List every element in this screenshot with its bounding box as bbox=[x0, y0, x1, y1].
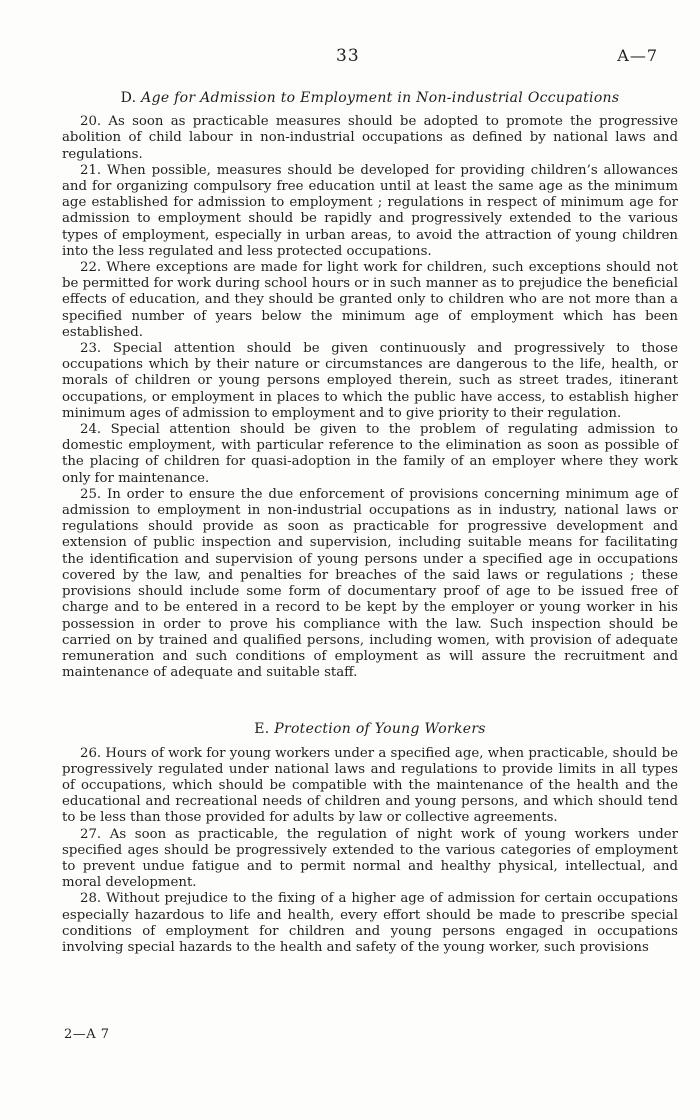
section-e-title: Protection of Young Workers bbox=[274, 721, 486, 738]
paragraph-26: 26. Hours of work for young workers under a specified age, when practicable, should be progressively regulated under national laws and regulations to provide limits in all types of occupations, which should be compatible with the maintenance of the health and the educational and recreational needs of children and young persons, and which should tend to be less than those provided for adults by law or collective agreements. bbox=[62, 745, 678, 826]
paragraph-21: 21. When possible, measures should be developed for providing children’s allowances and for organizing compulsory free education until at least the same age as the minimum age established for admission to employment ; regulations in respect of minimum age for admission to employment should be rapidly and progressively extended to the various types of employment, especially in urban areas, to avoid the attraction of young children into the less regulated and less protected occupations. bbox=[62, 162, 678, 259]
paragraph-28: 28. Without prejudice to the fixing of a higher age of admission for certain occupations especially hazardous to life and health, every effort should be made to prescribe special conditions of employment for children and young persons engaged in occupations involving special hazards to the health and safety of the young worker, such provisions bbox=[62, 891, 678, 955]
section-d-heading bbox=[62, 90, 678, 106]
page-header bbox=[0, 46, 700, 68]
section-d-title: Age for Admission to Employment in Non-industrial Occupations bbox=[141, 90, 620, 106]
paragraph-27: 27. As soon as practicable, the regulation of night work of young workers under specified ages should be progressively extended to the various categories of employment to prevent undue fatigue and to permit normal and healthy physical, intellectual, and moral development. bbox=[62, 826, 678, 891]
section-e-label: E. bbox=[254, 721, 270, 738]
paragraph-23: 23. Special attention should be given continuously and progressively to those occupations which by their nature or circumstances are dangerous to the life, health, or morals of children or young persons employed therein, such as street trades, itinerant occupations, or employment in places to which the public have access, to establish higher minimum ages of admission to employment and to give priority to their regulation. bbox=[62, 341, 678, 421]
paragraph-22: 22. Where exceptions are made for light work for children, such exceptions should not be permitted for work during school hours or in such manner as to prejudice the beneficial effects of education, and they should be granted only to children who are not more than a specified number of years below the minimum age of employment which has been established. bbox=[62, 260, 678, 340]
paragraph-24: 24. Special attention should be given to the problem of regulating admission to domestic employment, with particular reference to the elimination as soon as possible of the placing of children for quasi-adoption in the family of an employer where they work only for maintenance. bbox=[62, 422, 678, 486]
document-body bbox=[62, 90, 678, 956]
series-code: A—7 bbox=[617, 46, 658, 65]
page-number: 33 bbox=[336, 46, 360, 66]
section-d-label: D. bbox=[120, 90, 137, 106]
printer-signature: 2—A 7 bbox=[64, 1027, 110, 1042]
paragraph-20: 20. As soon as practicable measures should be adopted to promote the progressive abolition of child labour in non-industrial occupations as defined by national laws and regulations. bbox=[62, 114, 678, 162]
section-e-heading bbox=[62, 721, 678, 737]
paragraph-25: 25. In order to ensure the due enforcement of provisions concerning minimum age of admission to employment in non-industrial occupations as in industry, national laws or regulations should provide as soon as practicable for progressive development and extension of public inspection and supervision, including suitable means for facilitating the identification and supervision of young persons under a specified age in occupations covered by the law, and penalties for breaches of the said laws or regulations ; these provisions should include some form of documentary proof of age to be issued free of charge and to be entered in a record to be kept by the employer or young worker in his possession in order to prove his compliance with the law. Such inspection should be carried on by trained and qualified persons, including women, with provision of adequate remuneration and such conditions of employment as will assure the recruitment and maintenance of adequate and suitable staff. bbox=[62, 486, 678, 681]
